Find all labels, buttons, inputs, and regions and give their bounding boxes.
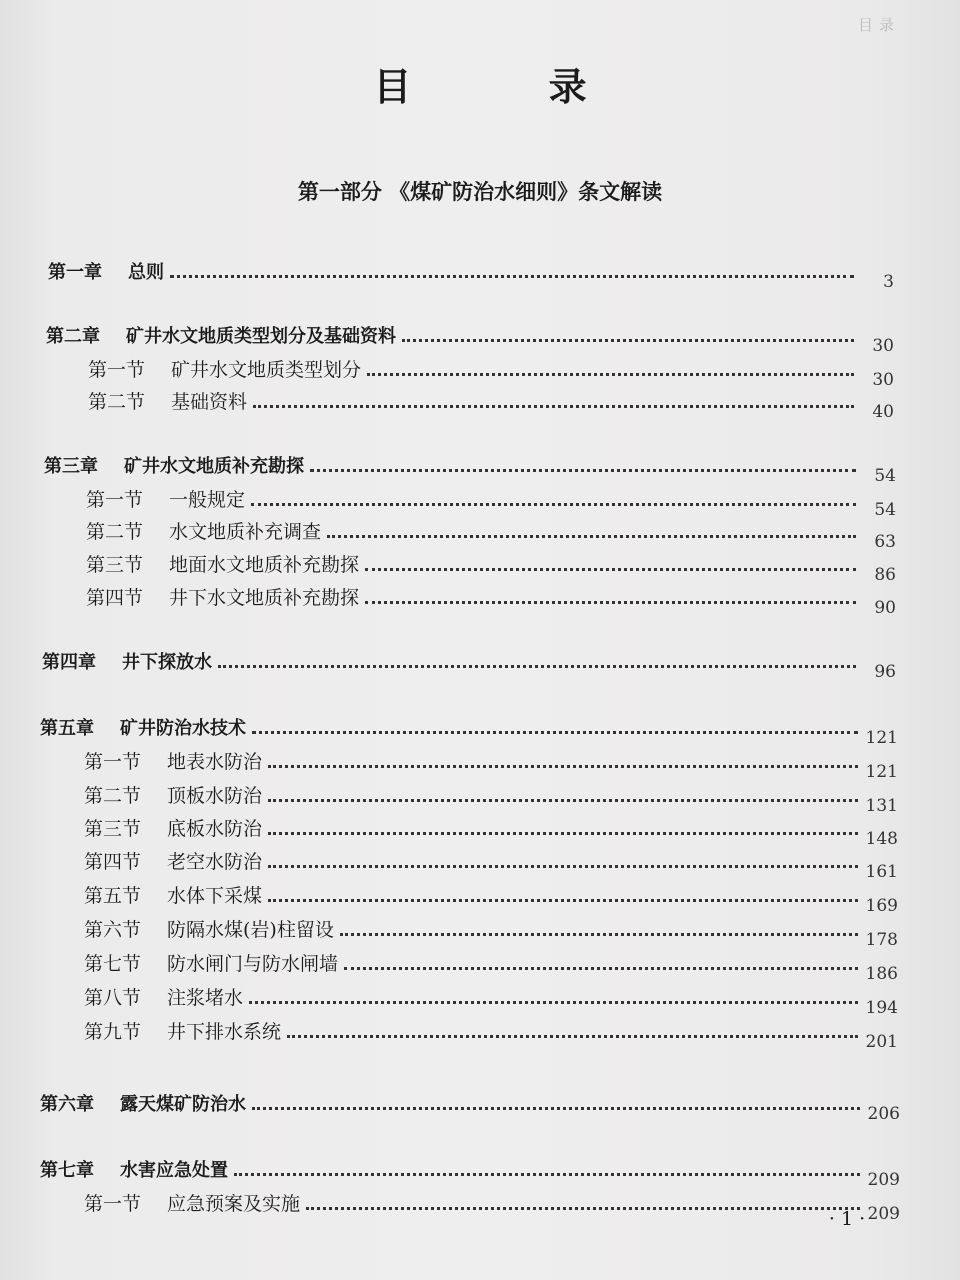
toc-page: 209: [867, 1170, 900, 1190]
toc-label: 第一节: [84, 751, 142, 773]
toc-page: 194: [865, 998, 898, 1018]
toc-label: 第二节: [88, 391, 146, 413]
toc-title: 基础资料: [171, 391, 248, 413]
running-header: 目录: [857, 16, 900, 34]
page-title: 目 录: [373, 65, 649, 109]
leader-dots: [218, 665, 856, 668]
toc-page: 131: [865, 796, 898, 816]
toc-title: 防水闸门与防水闸墙: [167, 953, 339, 975]
toc-page: 186: [865, 964, 898, 984]
toc-title: 井下水文地质补充勘探: [169, 587, 360, 609]
toc-title: 水害应急处置: [120, 1160, 228, 1181]
toc-entry-chapter[interactable]: [40, 1086, 900, 1124]
toc-title: 防隔水煤(岩)柱留设: [167, 919, 334, 941]
leader-dots: [306, 1207, 860, 1210]
toc-page: 148: [865, 829, 898, 849]
toc-entry-chapter[interactable]: [40, 1152, 900, 1190]
leader-dots: [310, 469, 856, 472]
toc-label: 第四章: [42, 652, 96, 673]
leader-dots: [268, 832, 858, 835]
toc-page: 30: [872, 370, 894, 390]
toc-entry-section[interactable]: [84, 811, 898, 849]
leader-dots: [252, 1107, 860, 1110]
leader-dots: [287, 1035, 858, 1038]
leader-dots: [365, 568, 856, 571]
toc-entry-chapter[interactable]: [42, 644, 896, 682]
toc-page: 90: [874, 598, 896, 618]
toc-page: 86: [874, 565, 896, 585]
toc-label: 第一节: [86, 489, 144, 511]
toc-page: 54: [874, 500, 896, 520]
leader-dots: [268, 765, 858, 768]
leader-dots: [268, 865, 858, 868]
toc-title: 顶板水防治: [167, 785, 263, 807]
leader-dots: [253, 405, 854, 408]
toc-page: 40: [872, 402, 894, 422]
toc-title: 露天煤矿防治水: [120, 1094, 246, 1115]
toc-title: 总则: [128, 262, 164, 283]
toc-entry-chapter[interactable]: [46, 318, 894, 356]
leader-dots: [327, 535, 856, 538]
toc-entry-section[interactable]: [84, 744, 898, 782]
leader-dots: [367, 373, 854, 376]
toc-page: 206: [867, 1104, 900, 1124]
toc-page: 201: [865, 1032, 898, 1052]
toc-title: 矿井水文地质补充勘探: [124, 456, 304, 477]
leader-dots: [268, 899, 858, 902]
toc-page: 54: [874, 466, 896, 486]
toc-label: 第二节: [86, 521, 144, 543]
toc-label: 第六章: [40, 1094, 94, 1115]
toc-page: 121: [865, 762, 898, 782]
leader-dots: [365, 601, 856, 604]
toc-page: 3: [883, 272, 894, 292]
toc-title: 矿井水文地质类型划分及基础资料: [126, 326, 396, 347]
toc-label: 第四节: [84, 851, 142, 873]
toc-label: 第三节: [84, 818, 142, 840]
toc-entry-section[interactable]: [86, 547, 896, 585]
part-title: 第一部分 《煤矿防治水细则》条文解读: [297, 180, 663, 204]
toc-title: 应急预案及实施: [167, 1193, 301, 1215]
toc-entry-chapter[interactable]: [44, 448, 896, 486]
toc-entry-section[interactable]: [84, 912, 898, 950]
toc-page: 169: [865, 896, 898, 916]
toc-title: 水文地质补充调查: [169, 521, 322, 543]
toc-entry-chapter[interactable]: [48, 254, 894, 292]
toc-title: 水体下采煤: [167, 885, 263, 907]
toc-title: 底板水防治: [167, 818, 263, 840]
toc-entry-section[interactable]: [84, 1186, 900, 1224]
toc-label: 第六节: [84, 919, 142, 941]
leader-dots: [249, 1001, 858, 1004]
toc-page: 96: [874, 662, 896, 682]
toc-title: 井下排水系统: [167, 1021, 282, 1043]
toc-label: 第三节: [86, 554, 144, 576]
toc-title: 井下探放水: [122, 652, 212, 673]
toc-title: 老空水防治: [167, 851, 263, 873]
leader-dots: [170, 275, 854, 278]
toc-label: 第一节: [88, 359, 146, 381]
toc-entry-section[interactable]: [84, 878, 898, 916]
toc-entry-section[interactable]: [84, 946, 898, 984]
toc-label: 第五章: [40, 718, 94, 739]
leader-dots: [252, 731, 858, 734]
toc-title: 注浆堵水: [167, 987, 244, 1009]
toc-label: 第九节: [84, 1021, 142, 1043]
leader-dots: [340, 933, 858, 936]
toc-entry-section[interactable]: [84, 778, 898, 816]
toc-entry-section[interactable]: [84, 1014, 898, 1052]
toc-page: 178: [865, 930, 898, 950]
toc-page: 161: [865, 862, 898, 882]
leader-dots: [402, 339, 854, 342]
toc-page: 209: [867, 1204, 900, 1224]
toc-page: 30: [872, 336, 894, 356]
toc-title: 一般规定: [169, 489, 246, 511]
leader-dots: [268, 799, 858, 802]
leader-dots: [234, 1173, 860, 1176]
toc-entry-chapter[interactable]: [40, 710, 898, 748]
toc-label: 第三章: [44, 456, 98, 477]
toc-label: 第二节: [84, 785, 142, 807]
toc-title: 地面水文地质补充勘探: [169, 554, 360, 576]
toc-title: 矿井水文地质类型划分: [171, 359, 362, 381]
toc-title: 地表水防治: [167, 751, 263, 773]
leader-dots: [344, 967, 858, 970]
leader-dots: [251, 503, 856, 506]
toc-label: 第五节: [84, 885, 142, 907]
toc-label: 第一节: [84, 1193, 142, 1215]
toc-entry-section[interactable]: [86, 580, 896, 618]
toc-entry-section[interactable]: [84, 844, 898, 882]
toc-label: 第四节: [86, 587, 144, 609]
toc-label: 第二章: [46, 326, 100, 347]
toc-entry-section[interactable]: [86, 482, 896, 520]
toc-label: 第七章: [40, 1160, 94, 1181]
toc-label: 第八节: [84, 987, 142, 1009]
toc-entry-section[interactable]: [88, 384, 894, 422]
toc-title: 矿井防治水技术: [120, 718, 246, 739]
toc-page: 63: [874, 532, 896, 552]
toc-label: 第一章: [48, 262, 102, 283]
toc-entry-section[interactable]: [84, 980, 898, 1018]
toc-entry-section[interactable]: [88, 352, 894, 390]
toc-label: 第七节: [84, 953, 142, 975]
page-number: · 1 ·: [828, 1208, 866, 1230]
toc-entry-section[interactable]: [86, 514, 896, 552]
toc-page: 121: [865, 728, 898, 748]
